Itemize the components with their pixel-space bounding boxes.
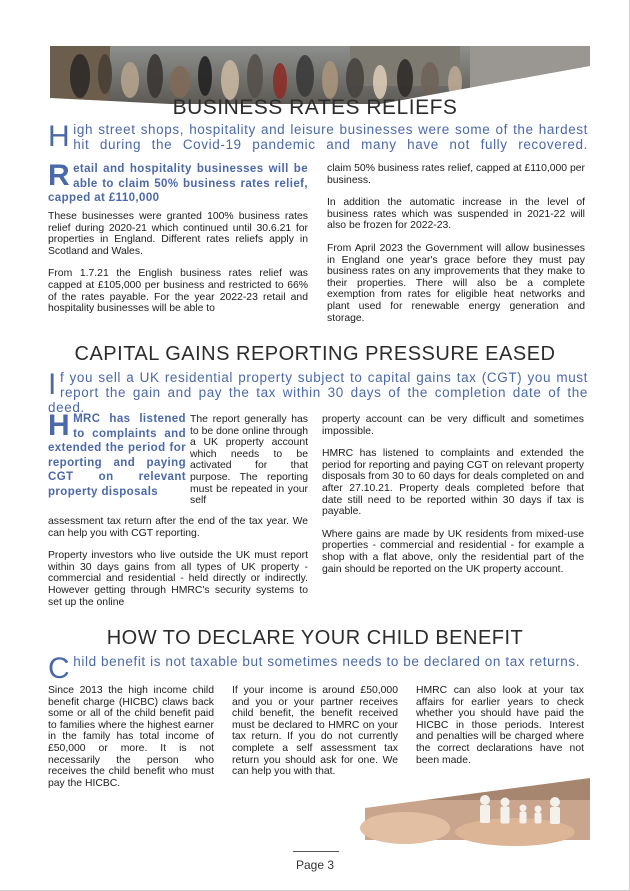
paragraph: Where gains are made by UK residents from mixed-use properties - commercial and residential - for example a shop with a flat above, only the residential part of the gain should be reported on the UK property account. [322,528,584,575]
capital-gains-column-2 [322,414,584,586]
paragraph: claim 50% business rates relief, capped at £110,000 per business. [327,163,585,186]
business-rates-column-1 [48,211,308,326]
drop-cap: I [48,368,57,401]
drop-cap: H [48,120,71,153]
paragraph: If your income is around £50,000 and you or your partner receives child benefit, the benefit received must be declared to HMRC on your tax return. If you do not currently complete a self assessment tax return you should ask for one. We can help you with that. [232,685,398,778]
section-title-capital-gains: CAPITAL GAINS REPORTING PRESSURE EASED [74,343,556,365]
paragraph: From 1.7.21 the English business rates relief was capped at £105,000 per business and restricted to 66% of the rates payable. For the year 2022-23 retail and hospitality businesses will be able to [48,268,308,315]
business-rates-column-2 [327,163,585,324]
lead-text: hild benefit is not taxable but sometimes needs to be declared on tax returns. [73,654,581,669]
paragraph: The report generally has to be done online through a UK property account which needs to be activated for that purpose. The reporting must be repeated in your self [190,414,308,507]
child-benefit-column-2 [232,685,398,789]
drop-cap: H [48,409,71,442]
lead-text: igh street shops, hospitality and leisure businesses were some of the hardest hit during the Covid-19 pandemic and many have not fully recovered. [73,122,588,152]
section-lead-capital-gains [48,370,588,415]
paragraph: Property investors who live outside the UK must report within 30 days gains from all types of UK property - commercial and residential - held directly or indirectly. However getting through HMRC's security systems to set up the online [48,550,308,608]
footer-rule [293,851,339,852]
family-cutout-image [365,778,590,840]
section-title-child-benefit: HOW TO DECLARE YOUR CHILD BENEFIT [106,627,524,649]
family-cutout-illustration [365,778,590,840]
paragraph: HMRC can also look at your tax affairs for earlier years to check whether you should have paid the HICBC in those periods. Interest and penalties will be charged where the correct declarations have not been made. [416,685,584,766]
paragraph: HMRC has listened to complaints and extended the period for reporting and paying CGT on relevant property disposals from 30 to 60 days for deals completed on and after 27.10.21. Property deals completed before that date still need to be reported within 30 days if tax is payable. [322,448,584,518]
section-title-business-rates: BUSINESS RATES RELIEFS [172,96,458,119]
page-number: Page 3 [295,858,335,872]
section-lead-child-benefit [48,654,588,683]
paragraph: From April 2023 the Government will allow businesses in England one year's grace before they must pay business rates on any improvements that they make to their properties. There will also be a complete exemption from rates for eligible heat networks and plant used for renewable energy generation and storage. [327,242,585,324]
lead-text: f you sell a UK residential property subject to capital gains tax (CGT) you must report the gain and pay the tax within 30 days of the completion date of the deed. [48,370,588,415]
subheading-text: MRC has listened to complaints and extended the period for reporting and paying CGT on relevant property disposals [48,413,186,498]
paragraph: Since 2013 the high income child benefit charge (HICBC) claws back some or all of the child benefit paid to families where the highest earner in the family has total income of £50,000 or more. It is not necessarily the person who receives the child benefit who must pay the HICBC. [48,685,214,789]
drop-cap: C [48,652,71,685]
section-lead-business-rates [48,122,588,152]
subheading-hmrc-listened [48,409,186,499]
capital-gains-column-1 [48,516,308,619]
subheading-text: etail and hospitality businesses will be able to claim 50% business rates relief, capped at £110,000 [48,163,308,204]
paragraph: property account can be very difficult and sometimes impossible. [322,414,584,437]
subheading-retail-relief [48,159,308,206]
paragraph: In addition the automatic increase in the level of business rates which was suspended in 2021-22 will also be frozen for 2022-23. [327,197,585,232]
drop-cap: R [48,159,71,192]
child-benefit-column-1 [48,685,214,800]
paragraph: assessment tax return after the end of the tax year. We can help you with CGT reporting. [48,516,308,539]
capital-gains-side-text [190,414,308,507]
paragraph: These businesses were granted 100% business rates relief during 2020-21 which continued until 30.6.21 for properties in England. Different rates reliefs apply in Scotland and Wales. [48,211,308,257]
child-benefit-column-3 [416,685,584,777]
